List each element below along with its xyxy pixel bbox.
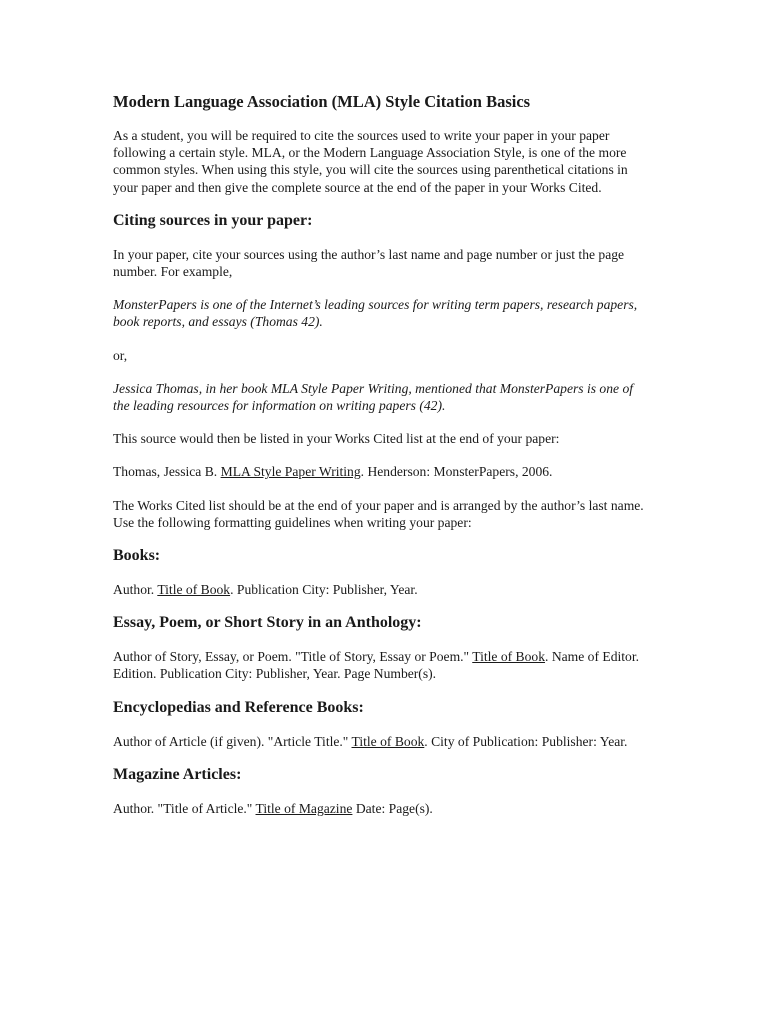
anthology-format-title: Title of Book bbox=[472, 649, 546, 665]
encyclopedias-format-author: Author of Article (if given). "Article Title." bbox=[113, 733, 352, 749]
anthology-heading: Essay, Poem, or Short Story in an Anthology: bbox=[113, 614, 422, 632]
encyclopedias-format bbox=[113, 733, 653, 750]
magazine-articles-format bbox=[113, 800, 653, 817]
encyclopedias-format-title: Title of Book bbox=[351, 733, 425, 749]
citation-publisher: . Henderson: MonsterPapers, 2006. bbox=[360, 464, 553, 480]
anthology-format-rest: . Name of Editor. Edition. Publication City: Publisher, Year. Page Number(s). bbox=[113, 649, 640, 682]
encyclopedias-heading: Encyclopedias and Reference Books: bbox=[113, 698, 364, 716]
citation-book-title: MLA Style Paper Writing bbox=[220, 464, 361, 480]
magazine-articles-heading: Magazine Articles: bbox=[113, 765, 242, 783]
example-citation-1: MonsterPapers is one of the Internet’s leading sources for writing term papers, research papers, book reports, and essays (Thomas 42). bbox=[113, 297, 638, 330]
encyclopedias-format-rest: . City of Publication: Publisher: Year. bbox=[424, 733, 628, 749]
intro-paragraph: As a student, you will be required to cite the sources used to write your paper in your paper following a certain style. MLA, or the Modern Language Association Style, is one of the more common styles. When using this style, you will cite the sources using parenthetical citations in your paper and then give the complete source at the end of the paper in your Works Cited. bbox=[113, 128, 628, 195]
or-separator: or, bbox=[113, 347, 128, 363]
books-format-rest: . Publication City: Publisher, Year. bbox=[230, 582, 418, 598]
citing-sources-heading: Citing sources in your paper: bbox=[113, 211, 313, 229]
document-title: Modern Language Association (MLA) Style Citation Basics bbox=[113, 92, 531, 111]
books-format bbox=[113, 581, 653, 598]
anthology-format-author: Author of Story, Essay, or Poem. "Title of Story, Essay or Poem." bbox=[113, 649, 473, 665]
example-citation-2: Jessica Thomas, in her book MLA Style Paper Writing, mentioned that MonsterPapers is one of the leading resources for information on writing papers (42). bbox=[113, 380, 634, 414]
anthology-format bbox=[113, 648, 653, 682]
magazine-format-title: Title of Magazine bbox=[255, 800, 353, 816]
books-heading: Books: bbox=[113, 547, 161, 565]
works-cited-example bbox=[113, 463, 653, 480]
magazine-format-rest: Date: Page(s). bbox=[352, 800, 433, 816]
books-format-author: Author. bbox=[113, 582, 158, 598]
books-format-title: Title of Book bbox=[157, 582, 231, 598]
formatting-guidelines-intro: The Works Cited list should be at the end of your paper and is arranged by the author’s last name. Use the following formatting guidelines when writing your paper: bbox=[113, 497, 644, 530]
document-page bbox=[113, 93, 653, 833]
citation-author: Thomas, Jessica B. bbox=[113, 464, 221, 480]
works-cited-intro: This source would then be listed in your Works Cited list at the end of your paper: bbox=[113, 431, 560, 447]
citing-instructions: In your paper, cite your sources using the author’s last name and page number or just the page number. For example, bbox=[113, 246, 625, 280]
magazine-format-author: Author. "Title of Article." bbox=[113, 800, 256, 816]
